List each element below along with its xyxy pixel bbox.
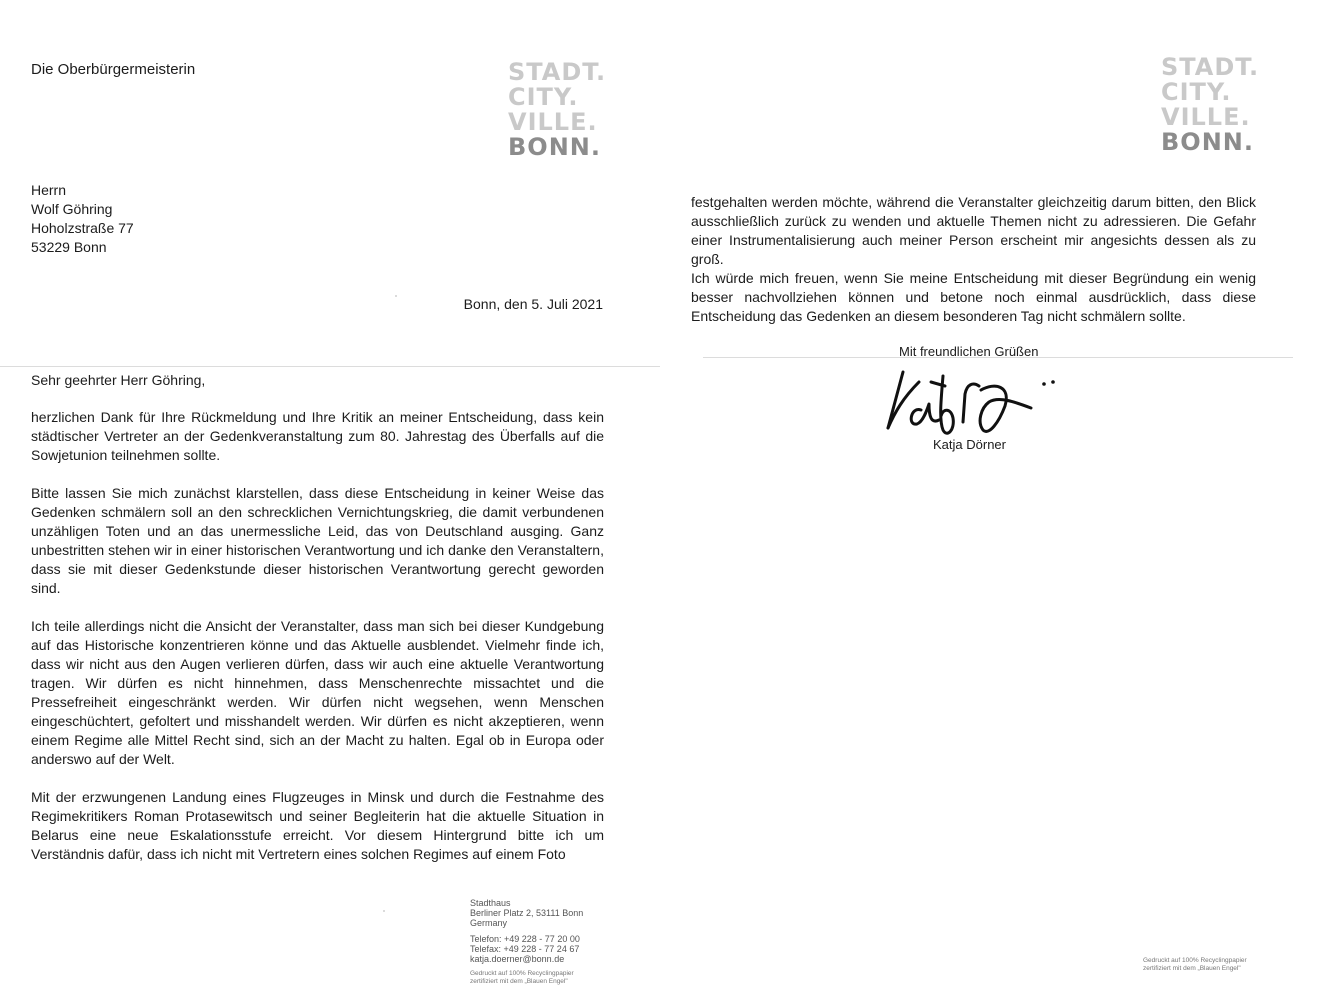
- recipient-address: [31, 181, 134, 257]
- print-note-1: Gedruckt auf 100% Recyclingpapier: [470, 970, 574, 977]
- footer-street: Berliner Platz 2, 53111 Bonn: [470, 908, 584, 918]
- logo-line-stadt: STADT.: [508, 58, 607, 86]
- recipient-city: 53229 Bonn: [31, 239, 107, 255]
- sender-title: Die Oberbürgermeisterin: [31, 61, 196, 78]
- footer-country: Germany: [470, 918, 508, 928]
- print-note-2: zertifiziert mit dem „Blauen Engel": [1143, 964, 1241, 972]
- signature-image: [881, 360, 1061, 440]
- paragraph: Bitte lassen Sie mich zunächst klarstellen, dass diese Entscheidung in keiner Weise das Gedenken schmälern soll an den schrecklichen Vernichtungskrieg, die damit verbundenen unzähligen Toten und an das unermessliche Leid, das von Deutschland ausging. Ganz unbestritten stehen wir in einer historischen Verantwortung und ich danke den Veranstaltern, dass sie mit dieser Gedenkstunde dieser historischen Verantwortung gerecht geworden sind.: [31, 485, 604, 596]
- footer-building: Stadthaus: [470, 898, 511, 908]
- letter-date: Bonn, den 5. Juli 2021: [463, 296, 603, 312]
- footer-contact: [470, 898, 583, 985]
- logo-line-city: CITY.: [508, 83, 579, 111]
- logo-line-ville: VILLE.: [1161, 103, 1251, 131]
- paragraph: Ich würde mich freuen, wenn Sie meine Entscheidung mit dieser Begründung ein wenig besser nachvollziehen können und betone noch einmal ausdrücklich, dass diese Entscheidung das Gedenken an diesem besonderen Tag nicht schmälern sollte.: [691, 270, 1256, 324]
- print-note-2: zertifiziert mit dem „Blauen Engel": [470, 977, 568, 985]
- logo-line-bonn: BONN.: [508, 133, 601, 161]
- footer-print-note: [1143, 957, 1247, 972]
- footer-email: katja.doerner@bonn.de: [470, 954, 565, 964]
- paragraph: herzlichen Dank für Ihre Rückmeldung und Ihre Kritik an meiner Entscheidung, dass kein städtischer Vertreter an der Gedenkveranstaltung zum 80. Jahrestag des Überfalls auf die Sowjetunion teilnehmen sollte.: [31, 409, 604, 463]
- greeting: Sehr geehrter Herr Göhring,: [31, 372, 206, 388]
- logo-line-city: CITY.: [1161, 78, 1232, 106]
- letter-page-2: [663, 0, 1326, 1000]
- scan-speck: [395, 295, 397, 297]
- signer-name: Katja Dörner: [933, 437, 1006, 452]
- recipient-street: Hoholzstraße 77: [31, 220, 134, 236]
- fold-line: [0, 366, 660, 367]
- footer-phone: Telefon: +49 228 - 77 20 00: [470, 934, 580, 944]
- paragraph: Ich teile allerdings nicht die Ansicht der Veranstalter, dass man sich bei dieser Kundgebung auf das Historische konzentrieren könne und das Aktuelle ausblendet. Vielmehr finde ich, dass wir nicht aus den Augen verlieren dürfen, dass wir auch eine aktuelle Verantwortung tragen. Wir dürfen es nicht hinnehmen, dass Menschenrechte missachtet und die Pressefreiheit eingeschränkt werden. Wir dürfen nicht wegsehen, wenn Menschen eingeschüchtert, gefoltert und misshandelt werden. Wir dürfen es nicht akzeptieren, wenn einem Regime alle Mittel Recht sind, sich an der Macht zu halten. Egal ob in Europa oder anderswo auf der Welt.: [31, 618, 604, 767]
- closing: Mit freundlichen Grüßen: [899, 344, 1039, 359]
- bonn-logo: [1161, 55, 1259, 155]
- logo-line-bonn: BONN.: [1161, 128, 1254, 156]
- print-note-1: Gedruckt auf 100% Recyclingpapier: [1143, 957, 1247, 964]
- recipient-name: Wolf Göhring: [31, 201, 113, 217]
- scan-speck: [383, 910, 385, 912]
- recipient-salutation: Herrn: [31, 182, 67, 198]
- footer-fax: Telefax: +49 228 - 77 24 67: [470, 944, 580, 954]
- letter-page-1: [0, 0, 660, 1000]
- logo-line-ville: VILLE.: [508, 108, 598, 136]
- paragraph: festgehalten werden möchte, während die Veranstalter gleichzeitig darum bitten, den Blick ausschließlich zurück zu wenden und aktuelle Themen nicht zu adressieren. Die Gefahr einer Instrumentalisierung auch meiner Person erscheint mir angesichts dessen als zu groß.: [691, 194, 1256, 267]
- paragraph: Mit der erzwungenen Landung eines Flugzeuges in Minsk und durch die Festnahme des Regimekritikers Roman Protasewitsch und seiner Begleiterin hat die aktuelle Situation in Belarus eine neue Eskalationsstufe erreicht. Vor diesem Hintergrund bitte ich um Verständnis dafür, dass ich nicht mit Vertretern eines solchen Regimes auf einem Foto: [31, 789, 604, 862]
- bonn-logo: [508, 60, 606, 160]
- logo-line-stadt: STADT.: [1161, 53, 1260, 81]
